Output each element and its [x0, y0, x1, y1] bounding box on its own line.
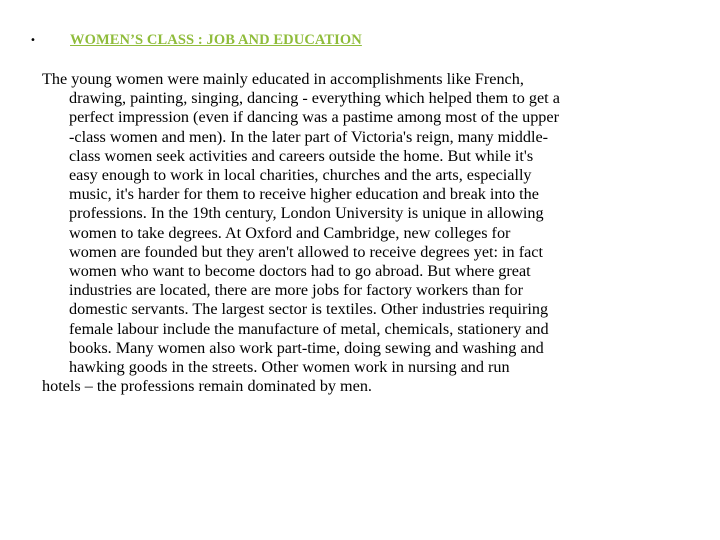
heading-row [30, 28, 362, 52]
slide-heading: WOMEN’S CLASS : JOB AND EDUCATION [70, 31, 362, 48]
paragraph-line: -class women and men). In the later part of Victoria's reign, many middle- [69, 127, 549, 146]
paragraph-line: hotels – the professions remain dominated by men. [42, 377, 372, 396]
paragraph-line: drawing, painting, singing, dancing - everything which helped them to get a [69, 89, 560, 108]
paragraph-line: The young women were mainly educated in accomplishments like French, [42, 70, 524, 88]
paragraph-line: women are founded but they aren't allowed to receive degrees yet: in fact [69, 242, 543, 261]
paragraph-line: music, it's harder for them to receive higher education and break into the [69, 185, 539, 204]
paragraph-line: women to take degrees. At Oxford and Cambridge, new colleges for [69, 223, 511, 242]
paragraph-line: industries are located, there are more jobs for factory workers than for [69, 281, 523, 300]
body-paragraph [42, 70, 687, 396]
paragraph-line: perfect impression (even if dancing was a pastime among most of the upper [69, 108, 559, 127]
paragraph-line: women who want to become doctors had to go abroad. But where great [69, 262, 531, 281]
paragraph-line: books. Many women also work part-time, doing sewing and washing and [69, 338, 544, 357]
paragraph-line: class women seek activities and careers outside the home. But while it's [69, 146, 534, 165]
paragraph-line: domestic servants. The largest sector is textiles. Other industries requiring [69, 300, 549, 319]
paragraph-line: female labour include the manufacture of metal, chemicals, stationery and [69, 319, 549, 338]
bullet-marker: • [30, 34, 36, 46]
paragraph-line: professions. In the 19th century, London University is unique in allowing [69, 204, 544, 223]
paragraph-line: hawking goods in the streets. Other women work in nursing and run [69, 358, 510, 377]
paragraph-line: easy enough to work in local charities, churches and the arts, especially [69, 166, 532, 185]
